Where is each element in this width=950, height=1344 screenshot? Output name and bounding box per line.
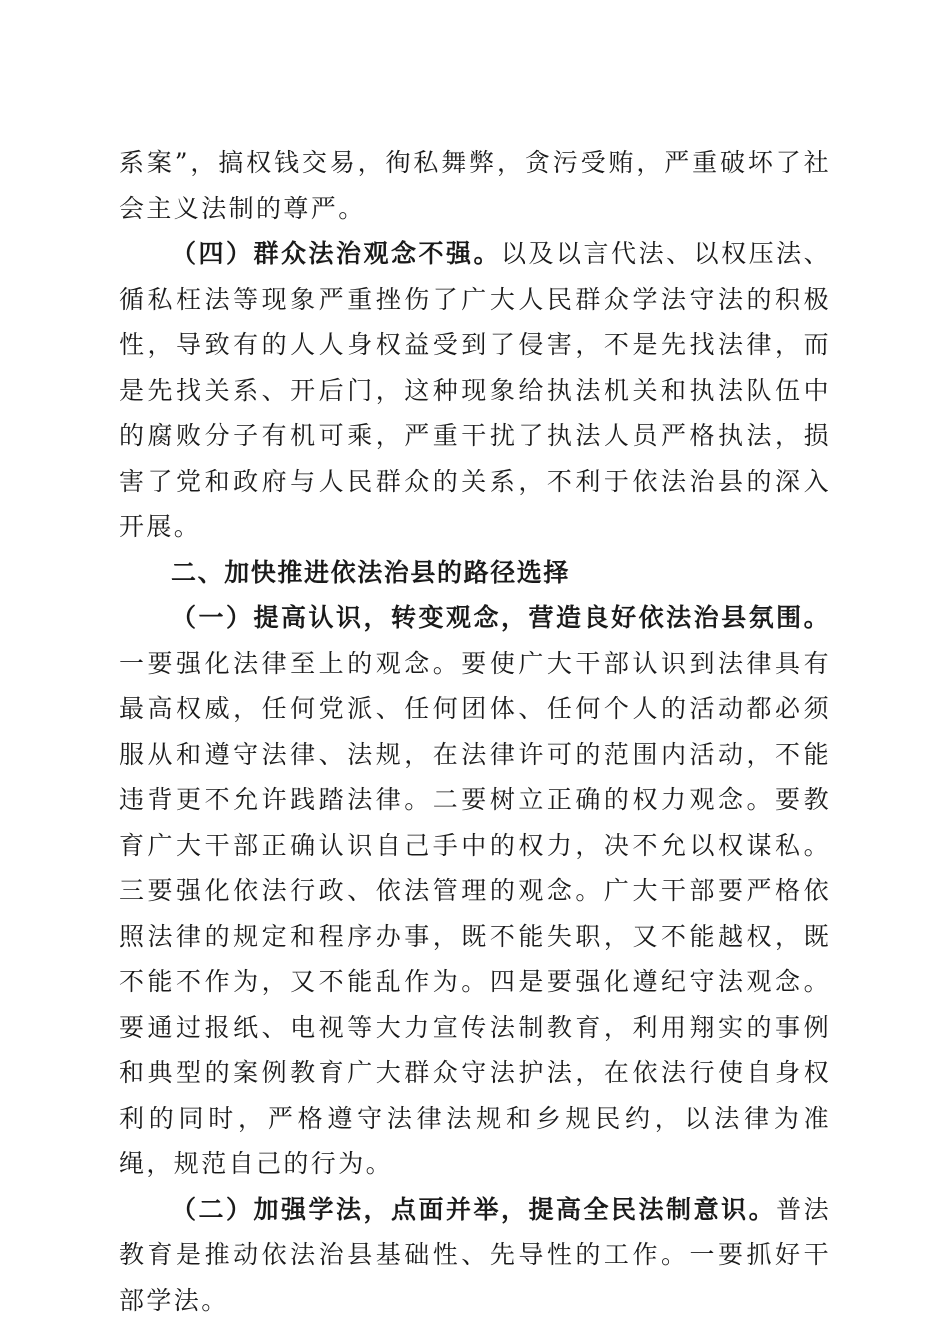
paragraph-section-4 — [119, 231, 831, 550]
section-heading: 二、加快推进依法治县的路径选择 — [171, 557, 571, 587]
paragraph-continuation — [119, 140, 831, 231]
paragraph-lead: （一）提高认识，转变观念，营造良好依法治县氛围。 — [171, 603, 831, 632]
paragraph-text: 系案”，搞权钱交易，徇私舞弊，贪污受贿，严重破坏了社会主义法制的尊严。 — [119, 148, 831, 223]
paragraph-text: 普法教育是推动依法治县基础性、先导性的工作。一要抓好干部学法。 — [119, 1194, 831, 1315]
paragraph-lead: （二）加强学法，点面并举，提高全民法制意识。 — [171, 1194, 777, 1224]
document-body — [119, 140, 831, 1323]
paragraph-subsection-2 — [119, 1187, 831, 1324]
paragraph-text: 一要强化法律至上的观念。要使广大干部认识到法律具有最高权威，任何党派、任何团体、任何个人的活动都必须服从和遵守法律、法规，在法律许可的范围内活动，不能违背更不允许践踏法律。二要树立正确的权力观念。要教育广大干部正确认识自己手中的权力，决不允以权谋私。三要强化依法行政、依法管理的观念。广大干部要严格依照法律的规定和程序办事，既不能失职，又不能越权，既不能不作为，又不能乱作为。四是要强化遵纪守法观念。要通过报纸、电视等大力宣传法制教育，利用翔实的事例和典型的案例教育广大群众守法护法，在依法行使自身权利的同时，严格遵守法律法规和乡规民约，以法律为准绳，规范自己的行为。 — [119, 648, 831, 1178]
paragraph-lead: （四）群众法治观念不强。 — [171, 239, 502, 268]
paragraph-text: 以及以言代法、以权压法、循私枉法等现象严重挫伤了广大人民群众学法守法的积极性，导致有的人人身权益受到了侵害，不是先找法律，而是先找关系、开后门，这种现象给执法机关和执法队伍中的腐败分子有机可乘，严重干扰了执法人员严格执法，损害了党和政府与人民群众的关系，不利于依法治县的深入开展。 — [119, 239, 831, 541]
paragraph-subsection-1 — [119, 595, 831, 1187]
